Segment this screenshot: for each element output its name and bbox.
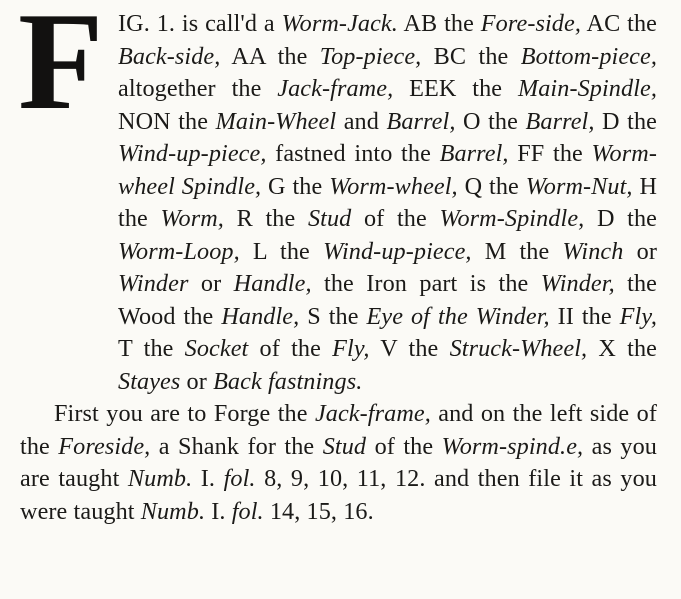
drop-cap: F <box>18 0 104 139</box>
italic-term: Top-piece, <box>319 42 422 70</box>
text-run: and <box>336 107 387 135</box>
text-run: T the <box>118 335 185 362</box>
text-run: FF the <box>508 140 592 167</box>
italic-term: Foreside, <box>58 432 151 460</box>
italic-term: Wind-up-piece, <box>323 237 472 265</box>
text-run: BC the <box>421 42 521 70</box>
italic-term: Barrel, <box>525 107 595 135</box>
italic-term: Winder, <box>540 270 615 297</box>
text-run: S the <box>299 302 367 330</box>
text-run: D the <box>594 107 657 135</box>
italic-term: Main-Spindle, <box>517 75 657 102</box>
text-run: 8, 9, 10, 11, 12. and then file it as you were taught <box>20 465 657 525</box>
text-run: L the <box>239 237 324 265</box>
italic-term: Handle, <box>221 302 300 330</box>
text-run: H the <box>118 172 658 232</box>
text-run: R the <box>223 205 308 232</box>
italic-term: Worm-wheel Spindle, <box>118 140 657 200</box>
text-run: or <box>623 237 657 265</box>
italic-term: Bottom-piece, <box>520 42 657 70</box>
text-run: AA the <box>220 42 320 70</box>
italic-term: Stud <box>307 205 352 232</box>
body-text <box>20 8 657 528</box>
text-run: M the <box>471 237 563 265</box>
italic-term: Worm-wheel, <box>329 172 458 200</box>
text-run: AC the <box>580 10 658 37</box>
text-run: or <box>180 367 214 395</box>
text-run: O the <box>455 107 526 135</box>
text-run: as you are taught <box>20 432 657 492</box>
italic-term: Barrel, <box>439 140 509 167</box>
italic-term: Handle, <box>233 270 312 297</box>
text-run: the Wood the <box>118 270 657 330</box>
text-run: Q the <box>457 172 526 200</box>
text-run: a Shank for the <box>150 432 323 460</box>
text-run: X the <box>587 335 657 362</box>
text-run: of the <box>366 432 442 460</box>
text-run: NON the <box>118 107 216 135</box>
italic-term: fol. <box>223 465 256 492</box>
text-run: or <box>188 270 234 297</box>
italic-term: Socket <box>184 335 249 362</box>
italic-term: Worm-Jack. <box>281 10 398 37</box>
italic-term: Numb. <box>127 465 193 492</box>
italic-term: Main-Wheel <box>215 107 337 135</box>
text-run: 14, 15, 16. <box>263 497 374 525</box>
italic-term: Stayes <box>118 367 181 395</box>
italic-term: Barrel, <box>386 107 456 135</box>
text-run: IG. 1. is call'd a <box>118 10 282 37</box>
text-run: and on the left side of the <box>20 400 657 460</box>
italic-term: Eye of the Winder, <box>366 302 550 330</box>
italic-term: Wind-up-piece, <box>118 140 267 167</box>
italic-term: Worm-Nut, <box>525 172 633 200</box>
italic-term: Fly, <box>619 302 657 330</box>
text-run: D the <box>584 205 657 232</box>
italic-term: Back fastnings. <box>213 367 363 395</box>
paragraph-figure-legend <box>20 8 657 398</box>
text-run: fastned into the <box>266 140 440 167</box>
italic-term: Winder <box>118 270 189 297</box>
italic-term: Jack-frame, <box>277 75 394 102</box>
italic-term: Worm-spind.e, <box>441 432 584 460</box>
italic-term: fol. <box>231 497 264 525</box>
text-run: altogether the <box>118 75 278 102</box>
paragraph-instructions <box>20 398 657 528</box>
italic-term: Stud <box>322 432 367 460</box>
italic-term: Worm-Loop, <box>118 237 240 265</box>
text-run: First you are to Forge the <box>54 400 315 427</box>
italic-term: Fly, <box>332 335 370 362</box>
italic-term: Jack-frame, <box>314 400 431 427</box>
text-run: G the <box>261 172 330 200</box>
text-run: V the <box>369 335 450 362</box>
text-run: I. <box>192 465 224 492</box>
text-run: I. <box>205 497 232 525</box>
italic-term: Worm-Spindle, <box>439 205 585 232</box>
italic-term: Back-side, <box>118 42 221 70</box>
text-run: of the <box>248 335 333 362</box>
italic-term: Worm, <box>160 205 224 232</box>
text-run: AB the <box>397 10 481 37</box>
italic-term: Fore-side, <box>480 10 581 37</box>
text-run: EEK the <box>393 75 518 102</box>
italic-term: Numb. <box>140 497 206 525</box>
italic-term: Winch <box>562 237 624 265</box>
italic-term: Struck-Wheel, <box>449 335 588 362</box>
text-run: the Iron part is the <box>311 270 541 297</box>
text-run: II the <box>549 302 620 330</box>
text-run: of the <box>351 205 440 232</box>
